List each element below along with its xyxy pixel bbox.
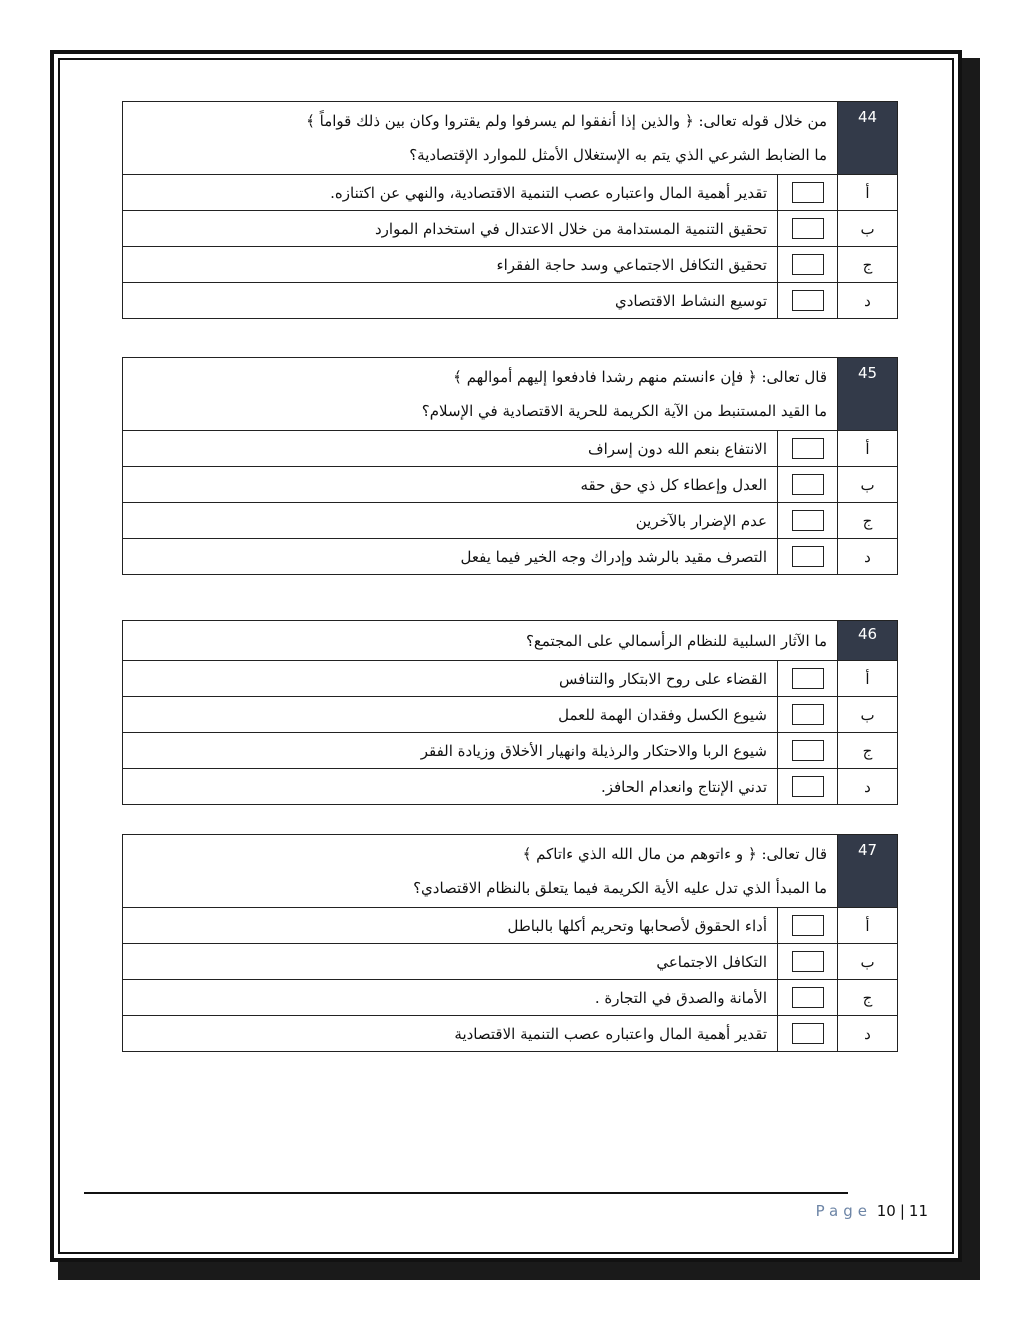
answer-checkbox[interactable] [778, 175, 838, 211]
option-text: تحقيق التنمية المستدامة من خلال الاعتدال في استخدام الموارد [123, 211, 778, 247]
current-page: 10 [876, 1202, 896, 1220]
option-text: تقدير أهمية المال واعتباره عصب التنمية الاقتصادية، والنهي عن اكتنازه. [123, 175, 778, 211]
option-row [123, 431, 898, 467]
answer-checkbox[interactable] [778, 697, 838, 733]
answer-checkbox[interactable] [778, 733, 838, 769]
option-letter: ب [838, 211, 898, 247]
answer-checkbox[interactable] [778, 539, 838, 575]
question-stem [123, 358, 838, 431]
question-number: 45 [838, 358, 898, 431]
option-row [123, 980, 898, 1016]
option-row [123, 733, 898, 769]
question-stem [123, 102, 838, 175]
answer-checkbox[interactable] [778, 661, 838, 697]
answer-checkbox[interactable] [778, 247, 838, 283]
option-letter: ب [838, 944, 898, 980]
option-row [123, 661, 898, 697]
option-row [123, 1016, 898, 1052]
answer-checkbox[interactable] [778, 980, 838, 1016]
answer-checkbox[interactable] [778, 944, 838, 980]
option-letter: أ [838, 175, 898, 211]
page-footer [816, 1202, 928, 1220]
option-row [123, 697, 898, 733]
footer-rule [84, 1192, 848, 1194]
answer-checkbox[interactable] [778, 431, 838, 467]
option-text: الانتفاع بنعم الله دون إسراف [123, 431, 778, 467]
option-letter: ب [838, 697, 898, 733]
option-row [123, 769, 898, 805]
option-row [123, 247, 898, 283]
stem-line: ما المبدأ الذي تدل عليه الأية الكريمة فيما يتعلق بالنظام الاقتصادي؟ [413, 879, 827, 897]
option-row [123, 503, 898, 539]
answer-checkbox[interactable] [778, 211, 838, 247]
answer-checkbox[interactable] [778, 769, 838, 805]
option-letter: أ [838, 908, 898, 944]
option-letter: أ [838, 431, 898, 467]
answer-checkbox[interactable] [778, 908, 838, 944]
option-letter: د [838, 283, 898, 319]
option-letter: ب [838, 467, 898, 503]
option-text: أداء الحقوق لأصحابها وتحريم أكلها بالباطل [123, 908, 778, 944]
page-label: Page [815, 1202, 872, 1220]
question-45 [122, 357, 898, 575]
stem-line: ما الآثار السلبية للنظام الرأسمالي على المجتمع؟ [525, 631, 827, 650]
option-text: العدل وإعطاء كل ذي حق حقه [123, 467, 778, 503]
question-stem [123, 621, 838, 661]
total-pages: 11 [908, 1202, 928, 1220]
option-letter: ج [838, 733, 898, 769]
option-row [123, 944, 898, 980]
stem-line: قال تعالى: ﴿ فإن ءانستم منهم رشدا فادفعوا إليهم أموالهم ﴾ [453, 368, 827, 386]
option-text: شيوع الربا والاحتكار والرذيلة وانهيار الأخلاق وزيادة الفقر [123, 733, 778, 769]
option-text: توسيع النشاط الاقتصادي [123, 283, 778, 319]
stem-line: ما الضابط الشرعي الذي يتم به الإستغلال الأمثل للموارد الإقتصادية؟ [409, 146, 827, 164]
option-row [123, 539, 898, 575]
page-separator: | [899, 1202, 905, 1220]
question-44 [122, 101, 898, 319]
option-text: التصرف مقيد بالرشد وإدراك وجه الخير فيما يفعل [123, 539, 778, 575]
stem-line: قال تعالى: ﴿ و ءاتوهم من مال الله الذي ءاتاكم ﴾ [522, 845, 827, 863]
option-letter: ج [838, 980, 898, 1016]
option-letter: د [838, 1016, 898, 1052]
option-row [123, 175, 898, 211]
option-row [123, 467, 898, 503]
option-text: تدني الإنتاج وانعدام الحافز. [123, 769, 778, 805]
answer-checkbox[interactable] [778, 1016, 838, 1052]
option-row [123, 283, 898, 319]
question-47 [122, 834, 898, 1052]
option-text: التكافل الاجتماعي [123, 944, 778, 980]
option-text: تقدير أهمية المال واعتباره عصب التنمية الاقتصادية [123, 1016, 778, 1052]
option-letter: ج [838, 247, 898, 283]
stem-line: من خلال قوله تعالى: ﴿ والذين إذا أنفقوا لم يسرفوا ولم يقتروا وكان بين ذلك قواماً ﴾ [306, 112, 827, 130]
option-letter: د [838, 769, 898, 805]
option-text: القضاء على روح الابتكار والتنافس [123, 661, 778, 697]
question-46 [122, 620, 898, 805]
option-row [123, 211, 898, 247]
answer-checkbox[interactable] [778, 283, 838, 319]
answer-checkbox[interactable] [778, 503, 838, 539]
option-row [123, 908, 898, 944]
option-letter: د [838, 539, 898, 575]
question-stem [123, 835, 838, 908]
option-text: عدم الإضرار بالآخرين [123, 503, 778, 539]
stem-line: ما القيد المستنبط من الآية الكريمة للحرية الاقتصادية في الإسلام؟ [421, 402, 827, 420]
question-number: 44 [838, 102, 898, 175]
option-letter: ج [838, 503, 898, 539]
option-text: شيوع الكسل وفقدان الهمة للعمل [123, 697, 778, 733]
question-number: 47 [838, 835, 898, 908]
option-text: الأمانة والصدق في التجارة . [123, 980, 778, 1016]
answer-checkbox[interactable] [778, 467, 838, 503]
question-number: 46 [838, 621, 898, 661]
option-letter: أ [838, 661, 898, 697]
option-text: تحقيق التكافل الاجتماعي وسد حاجة الفقراء [123, 247, 778, 283]
